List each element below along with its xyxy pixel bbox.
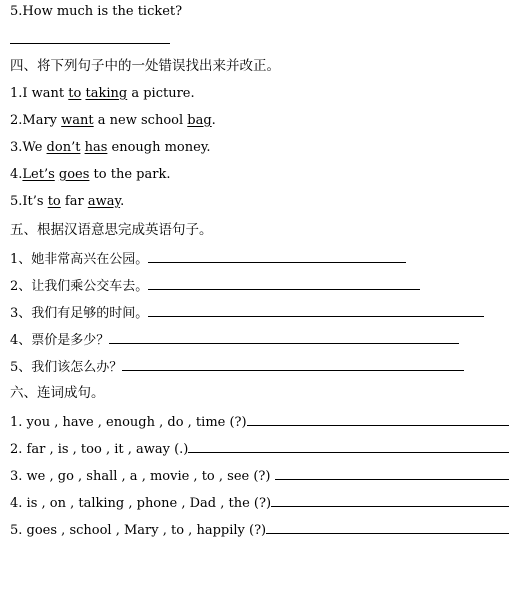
answer-blank[interactable] (122, 358, 464, 371)
answer-blank[interactable] (275, 467, 509, 480)
answer-blank[interactable] (109, 331, 459, 344)
s4-item-2: 2.Mary want a new school bag. (10, 113, 216, 128)
s6-item-1: 1. you , have , enough , do , time (?) (10, 413, 509, 431)
s5-item-2: 2、让我们乘公交车去。 (10, 277, 420, 295)
s5-item-1: 1、她非常高兴在公园。 (10, 250, 406, 268)
s4-item-4: 4.Let’s goes to the park. (10, 167, 171, 182)
answer-blank[interactable] (271, 494, 509, 507)
answer-blank[interactable] (148, 304, 484, 317)
underlined-error: bag (187, 113, 212, 128)
underlined-error: taking (85, 86, 128, 101)
underlined-error: away (87, 194, 121, 209)
underlined-error: want (61, 113, 94, 128)
s5-item-4: 4、票价是多少？ (10, 331, 459, 349)
s4-item-1: 1.I want to taking a picture. (10, 86, 195, 101)
answer-blank[interactable] (148, 277, 420, 290)
underlined-error: to (68, 86, 82, 101)
s6-item-3: 3. we , go , shall , a , movie , to , see (?) (10, 467, 509, 485)
question-5-text: 5.How much is the ticket? (10, 4, 183, 19)
s5-item-5: 5、我们该怎么办？ (10, 358, 464, 376)
s4-item-3: 3.We don’t has enough money. (10, 140, 211, 155)
s5-item-3: 3、我们有足够的时间。 (10, 304, 484, 322)
s6-item-5: 5. goes , school , Mary , to , happily (?) (10, 521, 509, 539)
section-5-title: 五、根据汉语意思完成英语句子。 (10, 222, 213, 238)
s4-item-5: 5.It’s to far away. (10, 194, 125, 209)
answer-blank[interactable] (266, 521, 509, 534)
answer-line-q5[interactable] (10, 43, 170, 44)
s6-item-4: 4. is , on , talking , phone , Dad , the (?) (10, 494, 509, 512)
underlined-error: to (47, 194, 61, 209)
underlined-error: Let’s (22, 167, 55, 182)
underlined-error: goes (58, 167, 90, 182)
underlined-error: has (84, 140, 108, 155)
answer-blank[interactable] (148, 250, 406, 263)
answer-blank[interactable] (188, 440, 509, 453)
answer-blank[interactable] (247, 413, 509, 426)
s6-item-2: 2. far , is , too , it , away (.) (10, 440, 509, 458)
underlined-error: don’t (46, 140, 81, 155)
section-6-title: 六、连词成句。 (10, 385, 105, 401)
section-4-title: 四、将下列句子中的一处错误找出来并改正。 (10, 58, 280, 74)
